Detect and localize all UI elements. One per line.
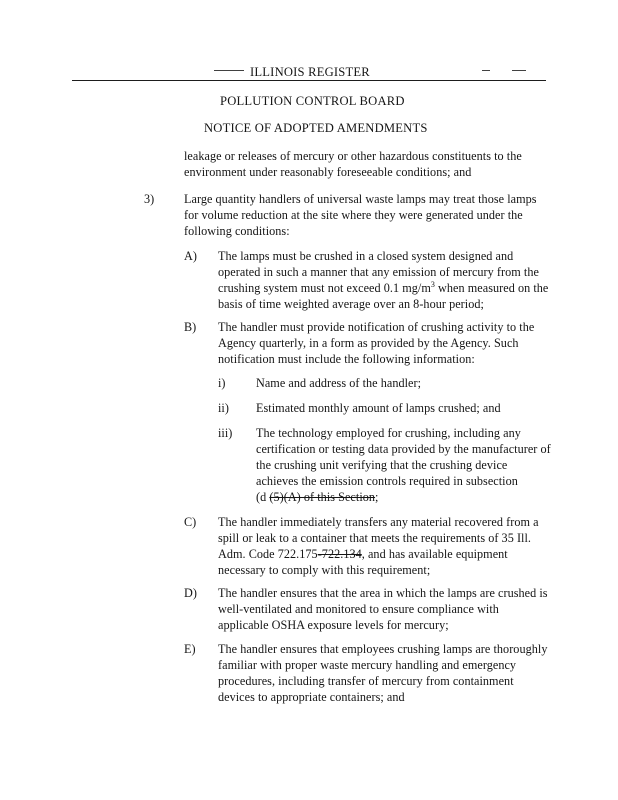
item-b-ii-text: Estimated monthly amount of lamps crushed; and [256,401,501,415]
item-b-ii-label: ii) [218,401,229,415]
item-d-label: D) [184,586,197,600]
struck-text: -722.134 [317,547,362,561]
item-b-iii-line-1: The technology employed for crushing, including any [256,426,521,440]
item-c-line-1: The handler immediately transfers any material recovered from a [218,515,539,529]
item-b-i-text: Name and address of the handler; [256,376,422,390]
item-e-line-1: The handler ensures that employees crushing lamps are thoroughly [218,642,548,656]
header-dash-right-1 [482,70,490,71]
item-b-line-1: The handler must provide notification of crushing activity to the [218,320,535,334]
item-a-line-1: The lamps must be crushed in a closed system designed and [218,249,514,263]
item-a-label: A) [184,249,197,263]
item-c-label: C) [184,515,197,529]
item-3-line-3: following conditions: [184,224,290,238]
item-c-line-3: Adm. Code 722.175-722.134, and has available equipment [218,547,508,561]
item-e-label: E) [184,642,196,656]
item-e-line-2: familiar with proper waste mercury handling and emergency [218,658,517,672]
item-b-iii-line-4: achieves the emission controls required in subsection [256,474,518,488]
header-dash-left [214,70,244,71]
item-a-line-4: basis of time weighted average over an 8-hour period; [218,297,484,311]
item-b-iii-line-5: (d (5)(A) of this Section; [256,490,379,504]
struck-text: (5)(A) of this Section [269,490,376,504]
item-e-line-4: devices to appropriate containers; and [218,690,405,704]
item-b-line-2: Agency quarterly, in a form as provided by the Agency. Such [218,336,519,350]
item-b-label: B) [184,320,197,334]
item-c-line-2: spill or leak to a container that meets the requirements of 35 Ill. [218,531,532,545]
item-c-line-4: necessary to comply with this requirement; [218,563,431,577]
board-title: POLLUTION CONTROL BOARD [220,94,405,108]
item-b-iii-line-2: certification or testing data provided by the manufacturer of [256,442,551,456]
item-b-iii-line-3: the crushing unit verifying that the crushing device [256,458,508,472]
item-a-line-2: operated in such a manner that any emission of mercury from the [218,265,539,279]
item-d-line-1: The handler ensures that the area in which the lamps are crushed is [218,586,548,600]
item-b-i-label: i) [218,376,226,390]
superscript-3: 3 [430,279,435,289]
item-b-iii-label: iii) [218,426,233,440]
item-d-line-2: well-ventilated and monitored to ensure compliance with [218,602,499,616]
intro-line-1: leakage or releases of mercury or other hazardous constituents to the [184,149,522,163]
header-rule [72,80,546,81]
register-title: ILLINOIS REGISTER [250,65,370,79]
notice-title: NOTICE OF ADOPTED AMENDMENTS [204,121,428,135]
item-3-line-1: Large quantity handlers of universal waste lamps may treat those lamps [184,192,537,206]
item-a-line-3: crushing system must not exceed 0.1 $mg/m^3$ when measured on the [218,279,549,295]
item-d-line-3: applicable OSHA exposure levels for mercury; [218,618,449,632]
item-3-number: 3) [144,192,155,206]
item-b-line-3: notification must include the following information: [218,352,475,366]
intro-line-2: environment under reasonably foreseeable conditions; and [184,165,472,179]
item-3-line-2: for volume reduction at the site where they were generated under the [184,208,523,222]
item-e-line-3: procedures, including transfer of mercury from containment [218,674,514,688]
header-dash-right-2 [512,70,526,71]
